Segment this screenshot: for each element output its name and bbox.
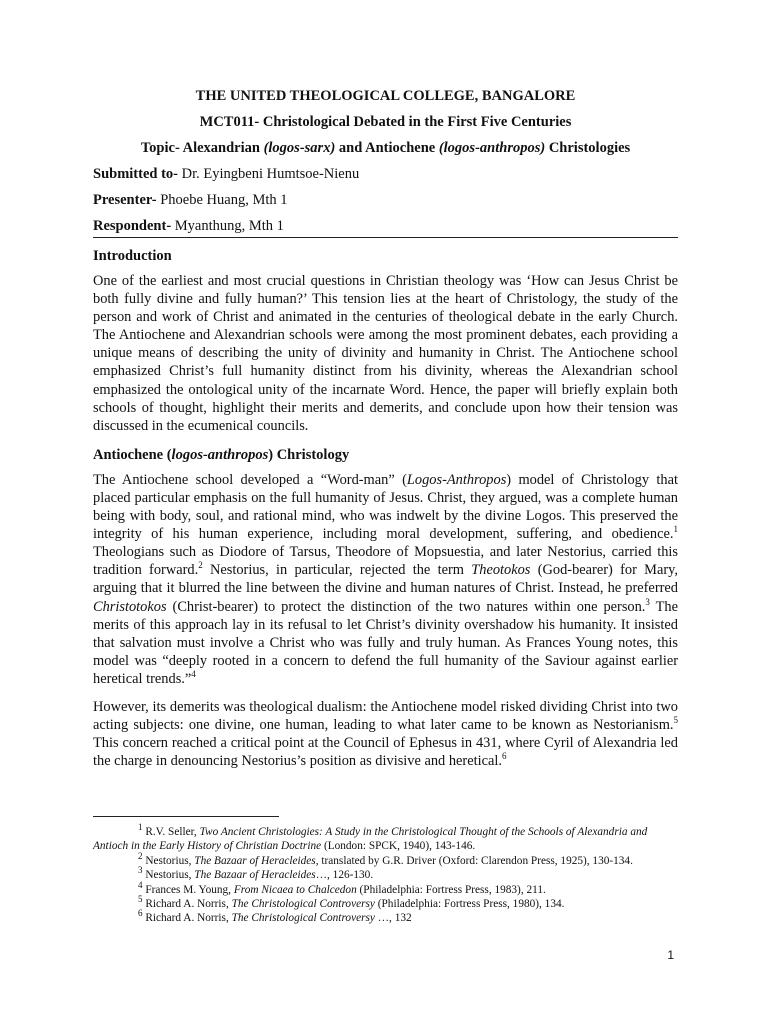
footnote-ref-2[interactable]: 2: [198, 560, 203, 571]
footnote-6: $^6$ Richard A. Norris, The Christological Controversy …, 132: [138, 908, 412, 925]
respondent: Respondent- Myanthung, Mth 1: [93, 218, 284, 234]
footnote-ref-5[interactable]: 5: [673, 715, 678, 726]
course-title: MCT011- Christological Debated in the First Five Centuries: [199, 114, 572, 130]
footnote-3: $^3$ Nestorius, The Bazaar of Heracleides…, 126-130.: [138, 865, 374, 882]
main-content: [93, 86, 678, 780]
footnote-2: $^2$ Nestorius, The Bazaar of Heracleides, translated by G.R. Driver (Oxford: Clarendon Press, 1925), 130-134.: [138, 851, 633, 867]
footnote-ref-4[interactable]: 4: [191, 669, 196, 680]
introduction-heading: Introduction: [93, 248, 172, 264]
footnote-divider: [93, 816, 279, 817]
topic-title: Topic- Alexandrian (logos-sarx) and Antiochene (logos-anthropos) Christologies: [140, 140, 631, 156]
college-title: THE UNITED THEOLOGICAL COLLEGE, BANGALORE: [195, 88, 576, 104]
footnote-ref-3[interactable]: 3: [645, 596, 650, 607]
antiochene-paragraph-1: The Antiochene school developed a “Word-man” (Logos-Anthropos) model of Christology that placed particular emphasis on the full humanity of Jesus. Christ, they argued, was a complete human being with body, soul, and rational mind, who was indwelt by the divine Logos. This preserved the integrity of his human experience, including moral development, suffering, and obedience.$^1$ Theologians such as Diodore of Tarsus, Theodore of Mopsuestia, and later Nestorius, carried this tradition forward.$^2$ Nestorius, in particular, rejected the term Theotokos (God-bearer) for Mary, arguing that it blurred the line between the divine and human natures of Christ. Instead, he preferred Christotokos (Christ-bearer) to protect the distinction of the two natures within one person.$^3$ The merits of this approach lay in its refusal to let Christ’s divinity overshadow his humanity. It insisted that salvation must involve a Christ who was fully and truly human. As Frances Young notes, this model was “deeply rooted in a concern to defend the full humanity of the Saviour against earlier heretical trends.”$^4$: [93, 471, 679, 687]
footnote-5: $^5$ Richard A. Norris, The Christological Controversy (Philadelphia: Fortress Press, 1980), 134.: [138, 894, 565, 911]
header-divider: [93, 237, 678, 238]
footnote-ref-6[interactable]: 6: [501, 751, 507, 762]
submitted-to: Submitted to- Dr. Eyingbeni Humtsoe-Nienu: [93, 166, 360, 182]
antiochene-heading: Antiochene (logos-anthropos) Christology: [93, 446, 350, 463]
footnote-1: $^1$ R.V. Seller, Two Ancient Christologies: A Study in the Christological Thought of the Schools of Alexandria and Antioch in the Early History of Christian Doctrine (London: SPCK, 1940), 143-146.: [93, 822, 648, 853]
footnote-ref-1[interactable]: 1: [673, 524, 678, 535]
introduction-paragraph: One of the earliest and most crucial questions in Christian theology was ‘How can Jesus Christ be both fully divine and fully human?’ This tension lies at the heart of Christology, the study of the person and work of Christ and animated in the centuries of theological debate in the early Church. The Antiochene and Alexandrian schools were among the most prominent debates, each providing a unique means of describing the unity of divinity and humanity in Christ. The Antiochene school emphasized Christ’s full humanity distinct from his divinity, whereas the Alexandrian school emphasized the ontological unity of the incarnate Word. Hence, the paper will briefly explain both schools of thought, highlight their merits and demerits, and conclude upon how their tension was discussed in the ecumenical councils.: [93, 273, 678, 434]
page-number: 1: [667, 948, 674, 962]
presenter: Presenter- Phoebe Huang, Mth 1: [93, 192, 288, 208]
footnote-4: $^4$ Frances M. Young, From Nicaea to Chalcedon (Philadelphia: Fortress Press, 1983), 211.: [138, 879, 546, 896]
footnotes-section: [93, 816, 678, 926]
antiochene-paragraph-2: However, its demerits was theological dualism: the Antiochene model risked dividing Christ into two acting subjects: one divine, one human, leading to what later came to be known as Nestorianism.$^5$ This concern reached a critical point at the Council of Ephesus in 431, where Cyril of Alexandria led the charge in denouncing Nestorius’s position as divisive and heretical.$^6$: [93, 698, 678, 770]
